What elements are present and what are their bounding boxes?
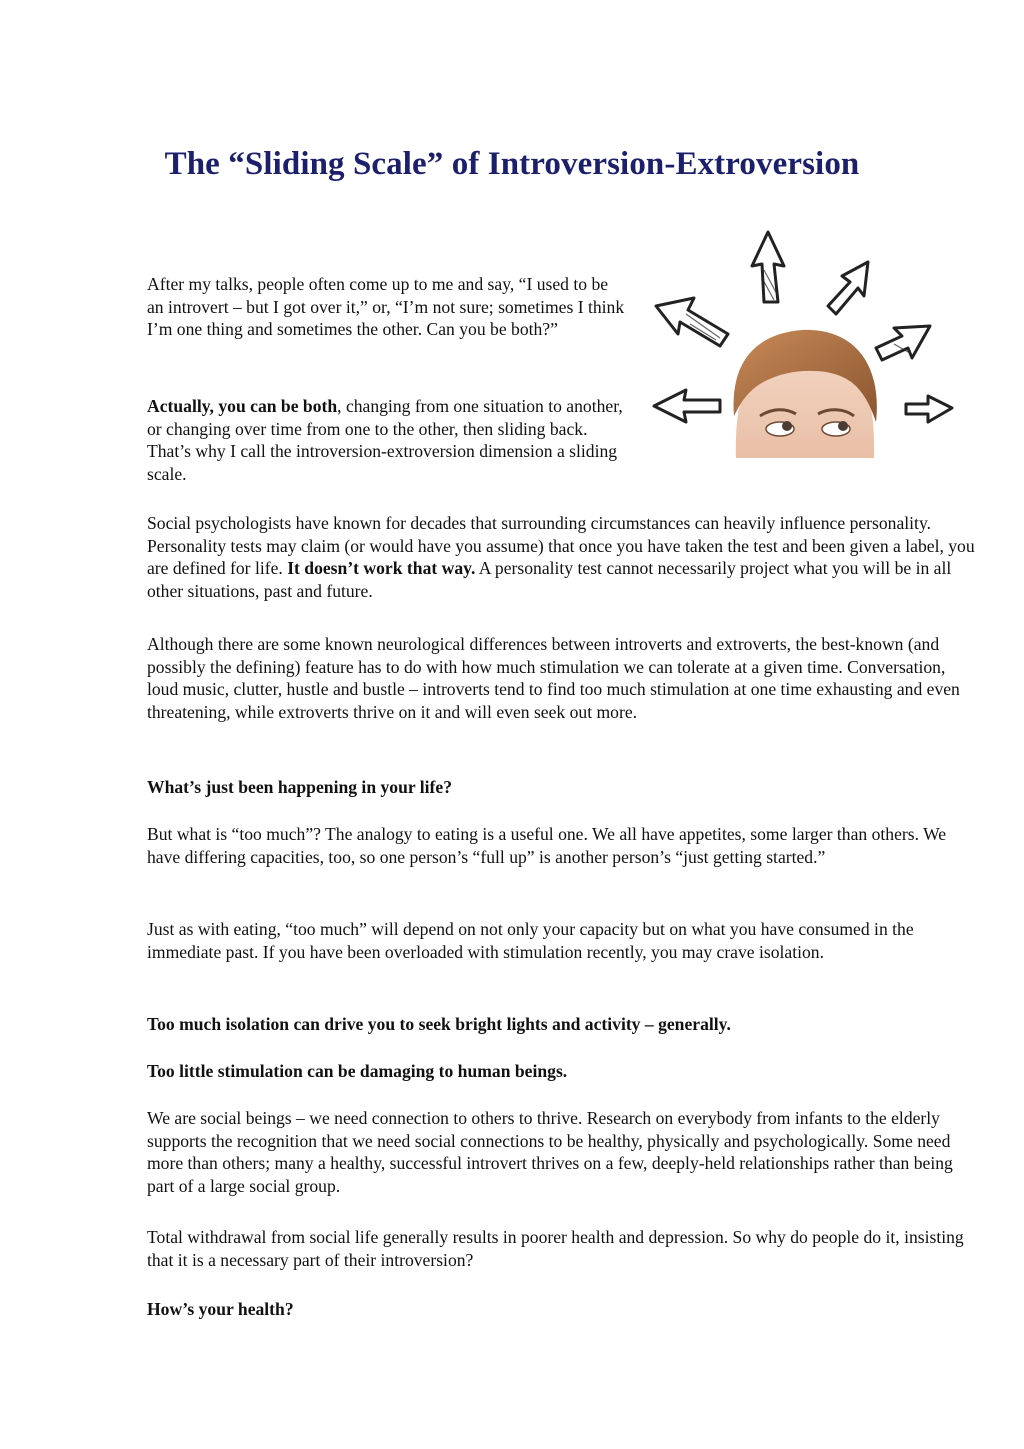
paragraph-withdrawal: Total withdrawal from social life generally results in poorer health and depression. So why do people do it, insisting that it is a necessary part of their introversion? [147, 1227, 964, 1270]
paragraph-personality-b: A personality test cannot necessarily project what you will be in all other situations, past and future. [147, 558, 952, 601]
intro-paragraph-2 [147, 395, 627, 485]
paragraph-eating: Just as with eating, “too much” will depend on not only your capacity but on what you have consumed in the immediate past. If you have been overloaded with stimulation recently, you may crave isolation. [147, 919, 914, 962]
paragraph-stimulation: Although there are some known neurological differences between introverts and extroverts, the best-known (and possibly the defining) feature has to do with how much stimulation we can tolerate at a given time. Conversation, loud music, clutter, hustle and bustle – introverts tend to find too much stimulation at one time exhausting and even threatening, while extroverts thrive on it and will even seek out more. [147, 634, 960, 722]
paragraph-personality-bold: It doesn’t work that way. [287, 558, 476, 579]
paragraph-too-much: But what is “too much”? The analogy to eating is a useful one. We all have appetites, some larger than others. We have differing capacities, too, so one person’s “full up” is another person’s “just getting started.” [147, 824, 947, 867]
heading-health: How’s your health? [147, 1299, 294, 1319]
paragraph-personality [147, 512, 977, 602]
intro-paragraph-2-bold: Actually, you can be both [147, 396, 338, 416]
heading-happening: What’s just been happening in your life? [147, 777, 453, 797]
paragraph-personality-a: Social psychologists have known for decades that surrounding circumstances can heavily influence personality. Personality tests may claim (or would have you assume) that once you have taken the test and been given a label, you are defined for life. [147, 513, 975, 579]
page-title: The “Sliding Scale” of Introversion-Extroversion [164, 146, 860, 182]
heading-too-little: Too little stimulation can be damaging to human beings. [147, 1061, 568, 1081]
paragraph-social-beings: We are social beings – we need connection to others to thrive. Research on everybody from infants to the elderly supports the recognition that we need social connections to be healthy, physically and psychologically. Some need more than others; many a healthy, successful introvert thrives on a few, deeply-held relationships rather than being part of a large social group. [147, 1108, 953, 1196]
intro-paragraph-1: After my talks, people often come up to me and say, “I used to be an introvert – but I got over it,” or, “I’m not sure; sometimes I think I’m one thing and sometimes the other. Can you be both?” [147, 274, 625, 340]
head-with-arrows-icon [650, 226, 956, 458]
heading-isolation: Too much isolation can drive you to seek bright lights and activity – generally. [147, 1014, 731, 1034]
intro-paragraph-2-rest: , changing from one situation to another, or changing over time from one to the other, then sliding back. That’s why I call the introversion-extroversion dimension a sliding scale. [147, 396, 623, 484]
